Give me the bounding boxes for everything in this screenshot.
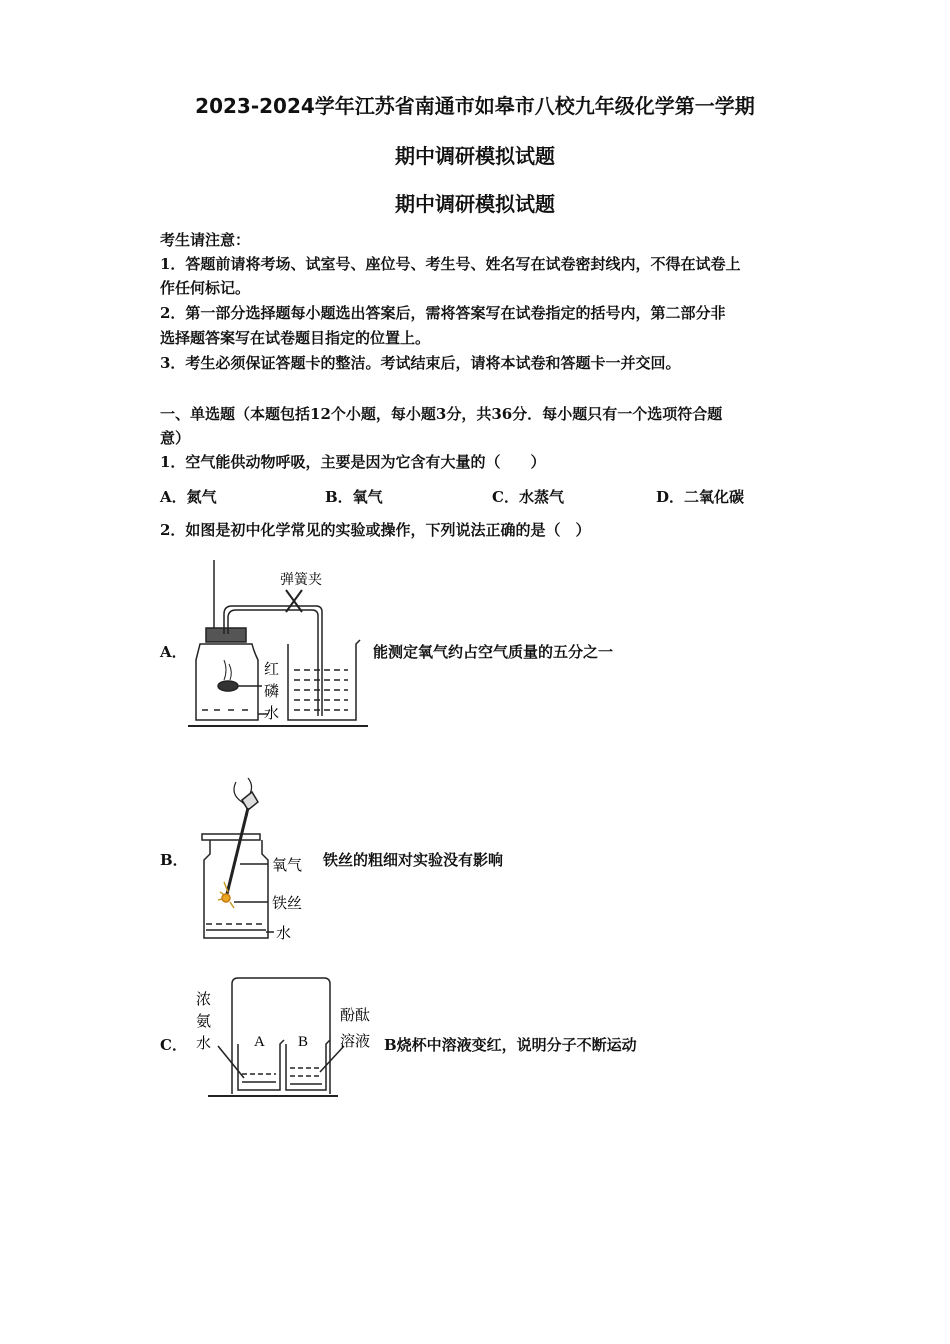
q1-option-b: B．氧气 [325, 488, 383, 506]
iron-wire-oxygen-diagram [196, 772, 316, 942]
q2-stem: 2．如图是初中化学常见的实验或操作，下列说法正确的是（ ） [160, 521, 591, 539]
label-phenolphthalein: 酚酞 [340, 1006, 371, 1024]
label-beaker-a: A [254, 1034, 265, 1050]
q2-option-a-text: 能测定氧气约占空气质量的五分之一 [373, 643, 614, 661]
notice-line: 2．第一部分选择题每小题选出答案后，需将答案写在试卷指定的括号内，第二部分非 [160, 304, 726, 322]
label-ammonia: 氨 [196, 1012, 212, 1030]
label-phosphorus: 磷 [264, 682, 280, 700]
label-beaker-b: B [298, 1034, 309, 1050]
q1-option-d: D．二氧化碳 [656, 488, 745, 506]
red-phosphorus-apparatus-diagram [188, 560, 368, 732]
q2-option-b-letter: B． [160, 851, 188, 869]
label-concentrated: 浓 [196, 990, 212, 1008]
q1-stem: 1．空气能供动物呼吸，主要是因为它含有大量的（ ） [160, 453, 546, 471]
notice-heading: 考生请注意： [160, 231, 251, 249]
q1-option-c: C．水蒸气 [492, 488, 564, 506]
section-header: 一、单选题（本题包括12个小题，每小题3分，共36分．每小题只有一个选项符合题 [160, 405, 723, 423]
notice-line: 作任何标记。 [160, 279, 251, 297]
label-water: 水 [276, 924, 292, 942]
q2-option-a-letter: A． [160, 643, 187, 661]
q1-option-a: A．氮气 [160, 488, 217, 506]
section-header-cont: 意） [160, 429, 191, 447]
q2-option-c-letter: C． [160, 1036, 187, 1054]
title-line-2: 期中调研模拟试题 [395, 144, 555, 168]
q2-option-b-text: 铁丝的粗细对实验没有影响 [323, 851, 504, 869]
label-iron-wire: 铁丝 [272, 894, 303, 912]
notice-line: 3．考生必须保证答题卡的整洁。考试结束后，请将本试卷和答题卡一并交回。 [160, 354, 681, 372]
label-solution: 溶液 [340, 1032, 371, 1050]
notice-line: 选择题答案写在试卷题目指定的位置上。 [160, 329, 431, 347]
q2-option-c-text: B烧杯中溶液变红，说明分子不断运动 [384, 1036, 637, 1054]
label-red: 红 [264, 660, 280, 678]
label-water: 水 [196, 1034, 212, 1052]
label-spring-clip: 弹簧夹 [280, 572, 322, 588]
notice-line: 1．答题前请将考场、试室号、座位号、考生号、姓名写在试卷密封线内，不得在试卷上 [160, 255, 741, 273]
label-water: 水 [264, 704, 280, 722]
ammonia-diffusion-diagram [194, 974, 384, 1098]
title-line-1: 2023-2024学年江苏省南通市如皋市八校九年级化学第一学期 [195, 94, 755, 118]
label-oxygen: 氧气 [272, 856, 303, 874]
title-line-3: 期中调研模拟试题 [395, 192, 555, 216]
